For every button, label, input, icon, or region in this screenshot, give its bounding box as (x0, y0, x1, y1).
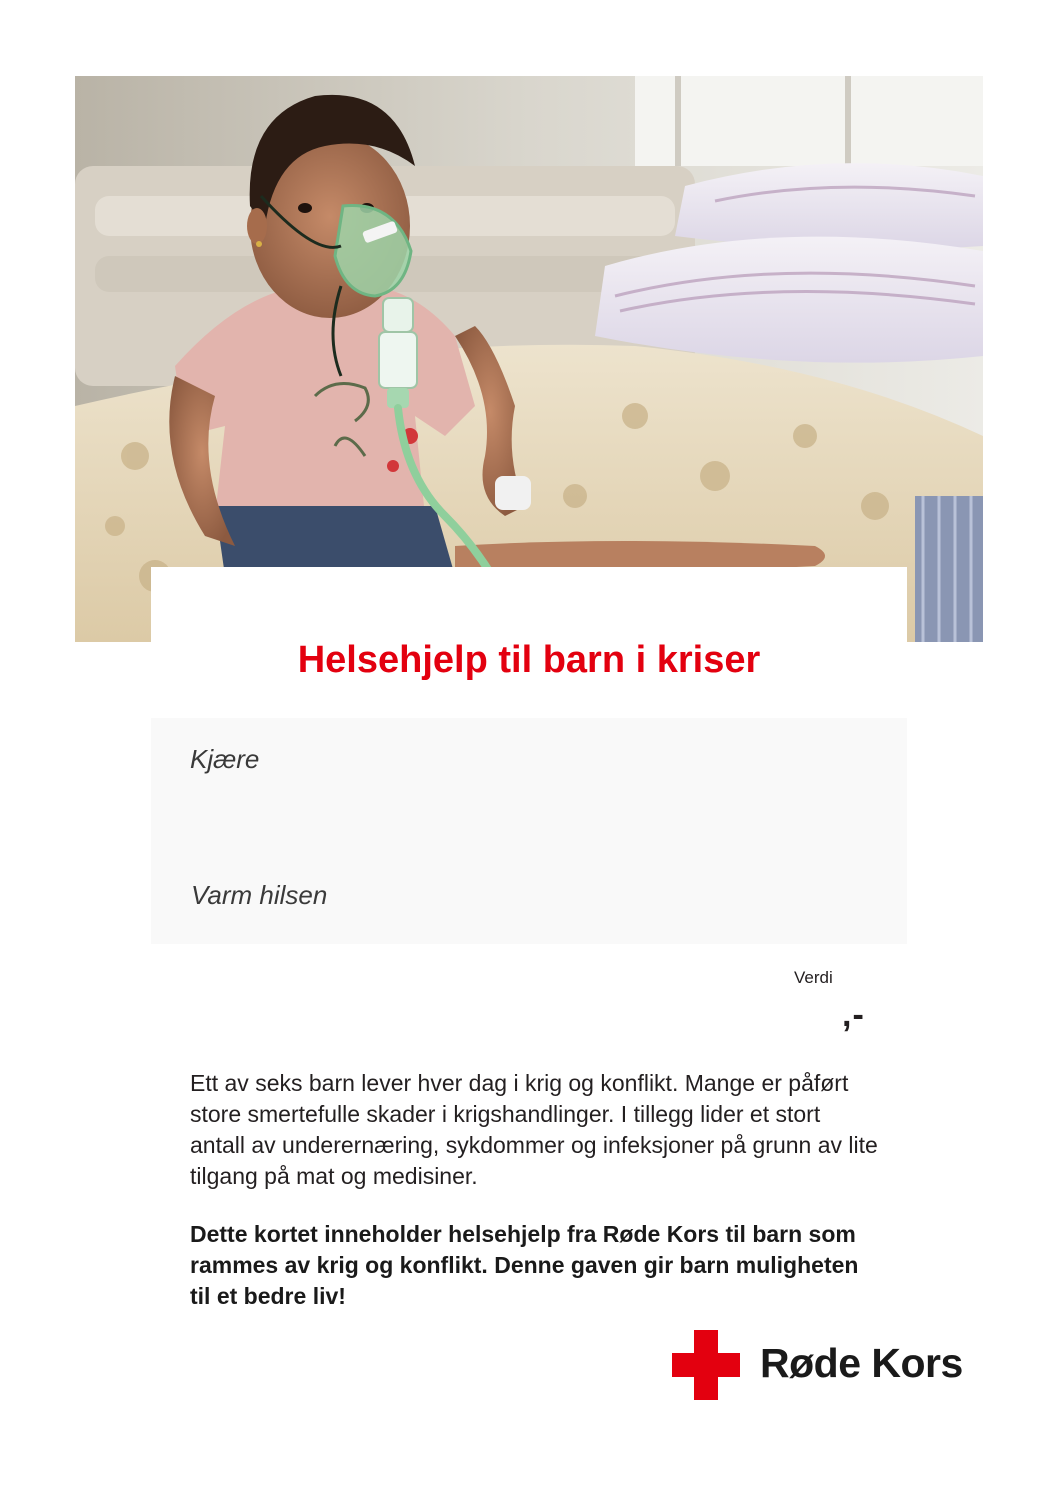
value-label: Verdi (794, 968, 833, 987)
greeting-open: Kjære (190, 744, 260, 774)
card-title: Helsehjelp til barn i kriser (297, 639, 761, 681)
rode-kors-logo (672, 1330, 972, 1402)
greeting-box (151, 718, 907, 944)
red-cross-icon (672, 1330, 740, 1400)
body-text: Ett av seks barn lever hver dag i krig og konflikt. Mange er påført store smertefulle skader i krigshandlinger. I tillegg lider et stort antall av underernæring, sykdommer og infeksjoner på grunn av lite tilgang på mat og medisiner. (190, 1070, 878, 1189)
body-bold-text: Dette kortet inneholder helsehjelp fra Røde Kors til barn som rammes av krig og konflikt. Denne gaven gir barn muligheten til et bedre liv! (190, 1221, 859, 1309)
logo-text: Røde Kors (760, 1340, 963, 1386)
hero-photo (75, 76, 983, 642)
greeting-close: Varm hilsen (191, 880, 328, 910)
value-suffix: ,- (842, 996, 865, 1034)
